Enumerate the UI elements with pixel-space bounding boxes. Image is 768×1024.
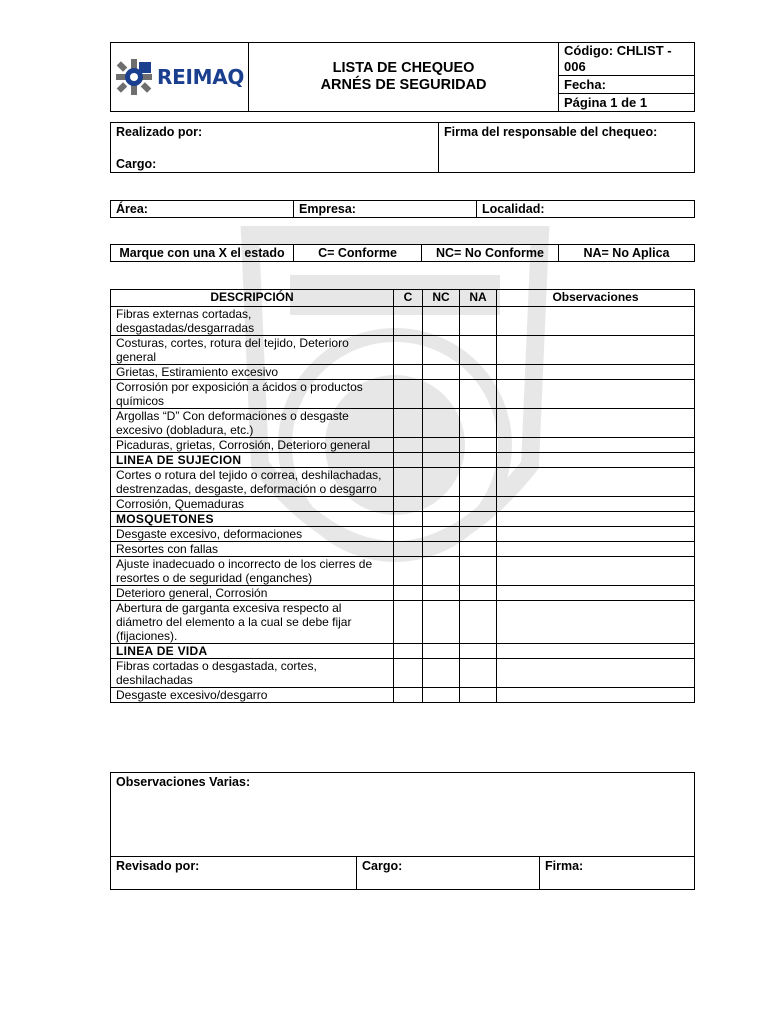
observation-cell[interactable] [497,336,695,365]
checklist-body [111,307,695,703]
item-description: Cortes o rotura del tejido o correa, deshilachadas, destrenzadas, desgaste, deformación o desgarro [111,468,394,497]
mark-nc-cell[interactable] [423,365,460,380]
mark-nc-cell[interactable] [423,527,460,542]
title-line-2: ARNÉS DE SEGURIDAD [320,77,487,93]
mark-c-cell[interactable] [394,336,423,365]
item-description: Corrosión, Quemaduras [111,497,394,512]
document-code: Código: CHLIST - 006 [559,43,695,76]
checklist-item-row [111,497,695,512]
checklist-item-row [111,586,695,601]
status-instruction: Marque con una X el estado [111,245,294,262]
empresa-label: Empresa: [299,202,356,216]
checklist-item-row [111,336,695,365]
mark-nc-cell[interactable] [423,586,460,601]
logo-cell [111,43,249,112]
section-title: LINEA DE VIDA [111,644,394,659]
mark-c-cell[interactable] [394,365,423,380]
observation-cell[interactable] [497,365,695,380]
mark-c-cell[interactable] [394,586,423,601]
title-line-1: LISTA DE CHEQUEO [332,60,475,76]
revisado-field[interactable] [111,857,357,890]
company-name: REIMAQ [157,65,245,89]
mark-c-cell[interactable] [394,497,423,512]
checklist-item-row [111,468,695,497]
mark-c-cell[interactable] [394,601,423,644]
checklist-item-row [111,601,695,644]
localidad-label: Localidad: [482,202,545,216]
observation-cell[interactable] [497,438,695,453]
mark-c-cell[interactable] [394,688,423,703]
header-na: NA [460,290,497,307]
mark-c-cell[interactable] [394,438,423,453]
item-description: Argollas “D” Con deformaciones o desgaste excesivo (dobladura, etc.) [111,409,394,438]
observation-cell[interactable] [497,380,695,409]
mark-nc-cell[interactable] [423,601,460,644]
checklist-header-row [111,290,695,307]
mark-c-cell[interactable] [394,307,423,336]
mark-c-cell[interactable] [394,659,423,688]
observaciones-section [110,772,695,890]
area-field[interactable] [111,201,294,218]
firma-responsable-label: Firma del responsable del chequeo: [444,125,658,139]
firma-label: Firma: [545,859,584,873]
mark-nc-cell[interactable] [423,307,460,336]
mark-na-cell[interactable] [460,336,497,365]
mark-na-cell[interactable] [460,586,497,601]
observation-cell[interactable] [497,527,695,542]
checklist-item-row [111,365,695,380]
area-section [110,200,695,218]
item-description: Deterioro general, Corrosión [111,586,394,601]
company-logo [115,58,244,96]
realizado-field[interactable] [111,123,439,173]
checklist-item-row [111,542,695,557]
mark-c-cell[interactable] [394,644,423,659]
realizado-label: Realizado por: [116,125,203,139]
mark-c-cell[interactable] [394,380,423,409]
mark-na-cell[interactable] [460,453,497,468]
document-header [110,42,695,112]
mark-na-cell[interactable] [460,468,497,497]
mark-nc-cell[interactable] [423,512,460,527]
mark-na-cell[interactable] [460,644,497,659]
item-description: Fibras externas cortadas, desgastadas/desgarradas [111,307,394,336]
mark-na-cell[interactable] [460,307,497,336]
checklist-item-row [111,380,695,409]
observation-cell[interactable] [497,557,695,586]
checklist-section-row [111,453,695,468]
mark-na-cell[interactable] [460,527,497,542]
mark-na-cell[interactable] [460,557,497,586]
observation-cell[interactable] [497,468,695,497]
observaciones-label: Observaciones Varias: [116,775,251,789]
mark-nc-cell[interactable] [423,380,460,409]
observation-cell[interactable] [497,688,695,703]
status-no-aplica: NA= No Aplica [559,245,695,262]
item-description: Desgaste excesivo, deformaciones [111,527,394,542]
document-page: Página 1 de 1 [559,94,695,112]
mark-nc-cell[interactable] [423,557,460,586]
checklist-item-row [111,409,695,438]
observation-cell[interactable] [497,453,695,468]
mark-na-cell[interactable] [460,438,497,453]
observation-cell[interactable] [497,512,695,527]
checklist-item-row [111,659,695,688]
observation-cell[interactable] [497,586,695,601]
mark-c-cell[interactable] [394,512,423,527]
item-description: Fibras cortadas o desgastada, cortes, deshilachadas [111,659,394,688]
header-nc: NC [423,290,460,307]
item-description: Corrosión por exposición a ácidos o productos químicos [111,380,394,409]
gear-logo-icon [115,58,153,96]
section-title: MOSQUETONES [111,512,394,527]
revisado-cargo-field[interactable] [357,857,540,890]
header-c: C [394,290,423,307]
observation-cell[interactable] [497,497,695,512]
item-description: Desgaste excesivo/desgarro [111,688,394,703]
checklist-section-row [111,512,695,527]
firma-responsable-field[interactable] [439,123,695,173]
mark-c-cell[interactable] [394,557,423,586]
mark-nc-cell[interactable] [423,468,460,497]
mark-c-cell[interactable] [394,409,423,438]
mark-na-cell[interactable] [460,409,497,438]
mark-na-cell[interactable] [460,380,497,409]
mark-na-cell[interactable] [460,601,497,644]
item-description: Resortes con fallas [111,542,394,557]
document-date: Fecha: [559,76,695,94]
empresa-field[interactable] [294,201,477,218]
section-title: LINEA DE SUJECION [111,453,394,468]
header-observations: Observaciones [497,290,695,307]
mark-na-cell[interactable] [460,659,497,688]
status-conforme: C= Conforme [294,245,422,262]
status-legend [110,244,695,262]
mark-c-cell[interactable] [394,468,423,497]
item-description: Grietas, Estiramiento excesivo [111,365,394,380]
status-no-conforme: NC= No Conforme [422,245,559,262]
mark-nc-cell[interactable] [423,336,460,365]
area-label: Área: [116,202,148,216]
document-title [249,43,559,112]
header-description: DESCRIPCIÓN [111,290,394,307]
mark-nc-cell[interactable] [423,409,460,438]
mark-na-cell[interactable] [460,497,497,512]
mark-c-cell[interactable] [394,453,423,468]
revisado-label: Revisado por: [116,859,200,873]
revisado-cargo-label: Cargo: [362,859,403,873]
observation-cell[interactable] [497,601,695,644]
mark-nc-cell[interactable] [423,688,460,703]
checklist-item-row [111,557,695,586]
item-description: Abertura de garganta excesiva respecto al diámetro del elemento a la cual se debe fijar (fijaciones). [111,601,394,644]
observation-cell[interactable] [497,542,695,557]
item-description: Ajuste inadecuado o incorrecto de los cierres de resortes o de seguridad (enganches) [111,557,394,586]
mark-na-cell[interactable] [460,542,497,557]
observation-cell[interactable] [497,307,695,336]
mark-na-cell[interactable] [460,688,497,703]
checklist-item-row [111,438,695,453]
realizado-section [110,122,695,173]
item-description: Picaduras, grietas, Corrosión, Deterioro general [111,438,394,453]
checklist-item-row [111,527,695,542]
observation-cell[interactable] [497,644,695,659]
mark-nc-cell[interactable] [423,497,460,512]
localidad-field[interactable] [477,201,695,218]
observation-cell[interactable] [497,659,695,688]
checklist-item-row [111,688,695,703]
checklist-table [110,289,695,703]
mark-na-cell[interactable] [460,365,497,380]
mark-na-cell[interactable] [460,512,497,527]
mark-c-cell[interactable] [394,527,423,542]
mark-nc-cell[interactable] [423,542,460,557]
firma-field[interactable] [540,857,695,890]
checklist-item-row [111,307,695,336]
mark-nc-cell[interactable] [423,453,460,468]
cargo-label: Cargo: [116,157,157,171]
item-description: Costuras, cortes, rotura del tejido, Deterioro general [111,336,394,365]
mark-c-cell[interactable] [394,542,423,557]
mark-nc-cell[interactable] [423,659,460,688]
observaciones-field[interactable] [111,773,695,857]
mark-nc-cell[interactable] [423,644,460,659]
observation-cell[interactable] [497,409,695,438]
mark-nc-cell[interactable] [423,438,460,453]
checklist-section-row [111,644,695,659]
